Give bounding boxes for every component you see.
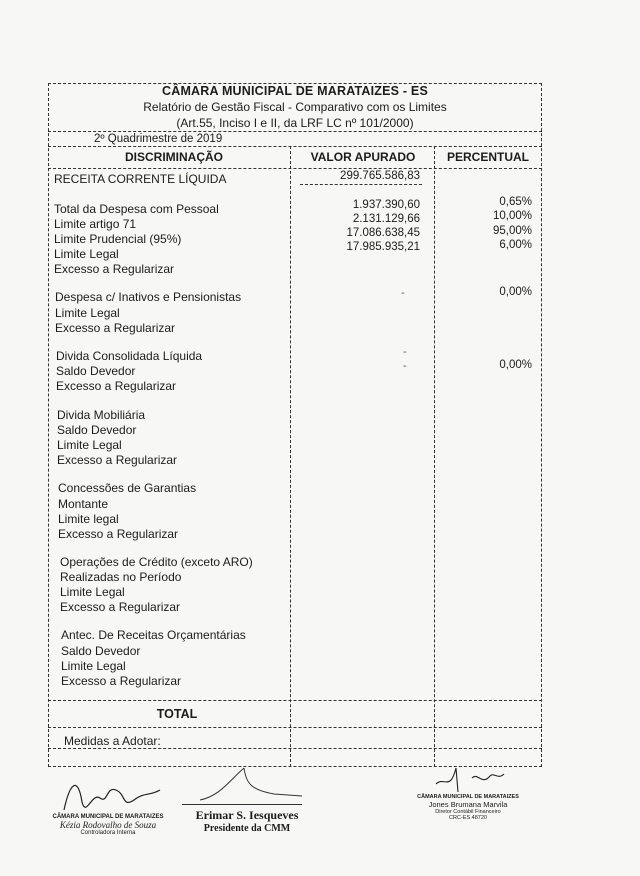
rcl-value: 299.765.586,83 (340, 170, 420, 182)
row-label: Limite Legal (61, 659, 126, 673)
divider (48, 131, 542, 132)
column-line (290, 146, 291, 767)
signature-role: Presidente da CMM (203, 823, 291, 834)
signature-role: Diretor Contábil Financeiro (435, 809, 501, 815)
row-label: Limite legal (58, 512, 119, 526)
underline (300, 184, 422, 185)
row-label: Despesa c/ Inativos e Pensionistas (55, 290, 242, 304)
row-label: Concessões de Garantias (58, 481, 197, 495)
row-value: - (401, 287, 405, 299)
row-label: Excesso a Regularizar (55, 321, 176, 335)
divider (48, 146, 542, 147)
total-label: TOTAL (156, 707, 198, 721)
row-label: Excesso a Regularizar (61, 674, 182, 688)
signature-name: Jones Brumana Marvila (428, 800, 508, 809)
signature-role: Controladora Interna (80, 830, 136, 836)
row-percent: 10,00% (492, 210, 532, 222)
row-label: Total da Despesa com Pessoal (54, 202, 219, 216)
col-header-valor: VALOR APURADO (310, 150, 416, 164)
rcl-label: RECEITA CORRENTE LÍQUIDA (54, 172, 227, 186)
row-label: Antec. De Receitas Orçamentárias (61, 628, 246, 642)
row-label: Excesso a Regularizar (58, 527, 179, 541)
row-percent: 95,00% (492, 225, 532, 237)
report-title: CÂMARA MUNICIPAL DE MARATAIZES - ES (161, 84, 429, 98)
row-label: Limite Legal (60, 585, 125, 599)
signature-controladora (46, 814, 170, 836)
divider (48, 700, 542, 701)
signature-scribble (190, 760, 310, 810)
row-percent: 0,00% (499, 359, 532, 371)
row-value: - (403, 360, 407, 372)
row-percent: 6,00% (499, 239, 532, 251)
row-label: Divida Mobiliária (57, 408, 146, 422)
signature-name: Kézia Rodovalho de Souza (59, 820, 157, 830)
report-legal-reference: (Art.55, Inciso I e II, da LRF LC nº 101/2000) (176, 116, 414, 130)
row-label: Limite Legal (55, 306, 120, 320)
row-value: 1.937.390,60 (352, 199, 420, 211)
divider (48, 168, 542, 169)
signature-stamp: CÂMARA MUNICIPAL DE MARATAIZES (417, 794, 519, 800)
row-value: - (403, 346, 407, 358)
row-label: Montante (58, 497, 109, 511)
col-header-percentual: PERCENTUAL (446, 150, 529, 164)
col-header-discriminacao: DISCRIMINAÇÃO (125, 150, 223, 164)
row-label: Excesso a Regularizar (60, 600, 181, 614)
signature-scribble (432, 762, 512, 796)
divider (48, 748, 542, 749)
signature-contador (406, 794, 530, 821)
row-label: Excesso a Regularizar (57, 453, 178, 467)
row-value: 17.985.935,21 (346, 241, 420, 253)
signature-registration: CRC-ES 48720 (449, 815, 487, 821)
row-label: Operações de Crédito (exceto ARO) (60, 555, 253, 569)
report-period: 2º Quadrimestre de 2019 (94, 133, 223, 145)
row-label: Limite Prudencial (95%) (54, 232, 182, 246)
row-percent: 0,00% (499, 286, 532, 298)
row-label: Saldo Devedor (56, 364, 136, 378)
column-line (434, 146, 435, 767)
row-label: Limite artigo 71 (54, 217, 137, 231)
row-label: Limite Legal (57, 438, 122, 452)
report-subtitle: Relatório de Gestão Fiscal - Comparativo com os Limites (143, 100, 447, 114)
row-label: Excesso a Regularizar (56, 379, 177, 393)
signature-presidente (172, 808, 322, 834)
signature-name: Erimar S. Iesqueves (195, 808, 299, 822)
signature-line (182, 804, 302, 805)
row-label: Saldo Devedor (57, 423, 137, 437)
row-label: Limite Legal (54, 247, 119, 261)
divider (48, 727, 542, 728)
row-label: Excesso a Regularizar (54, 262, 175, 276)
row-value: 17.086.638,45 (346, 227, 420, 239)
medidas-label: Medidas a Adotar: (64, 734, 161, 748)
row-label: Realizadas no Período (60, 570, 182, 584)
row-label: Saldo Devedor (61, 644, 141, 658)
signature-stamp: CÂMARA MUNICIPAL DE MARATAIZES (52, 814, 164, 820)
row-percent: 0,65% (499, 196, 532, 208)
row-value: 2.131.129,66 (352, 213, 420, 225)
row-label: Divida Consolidada Líquida (56, 349, 203, 363)
